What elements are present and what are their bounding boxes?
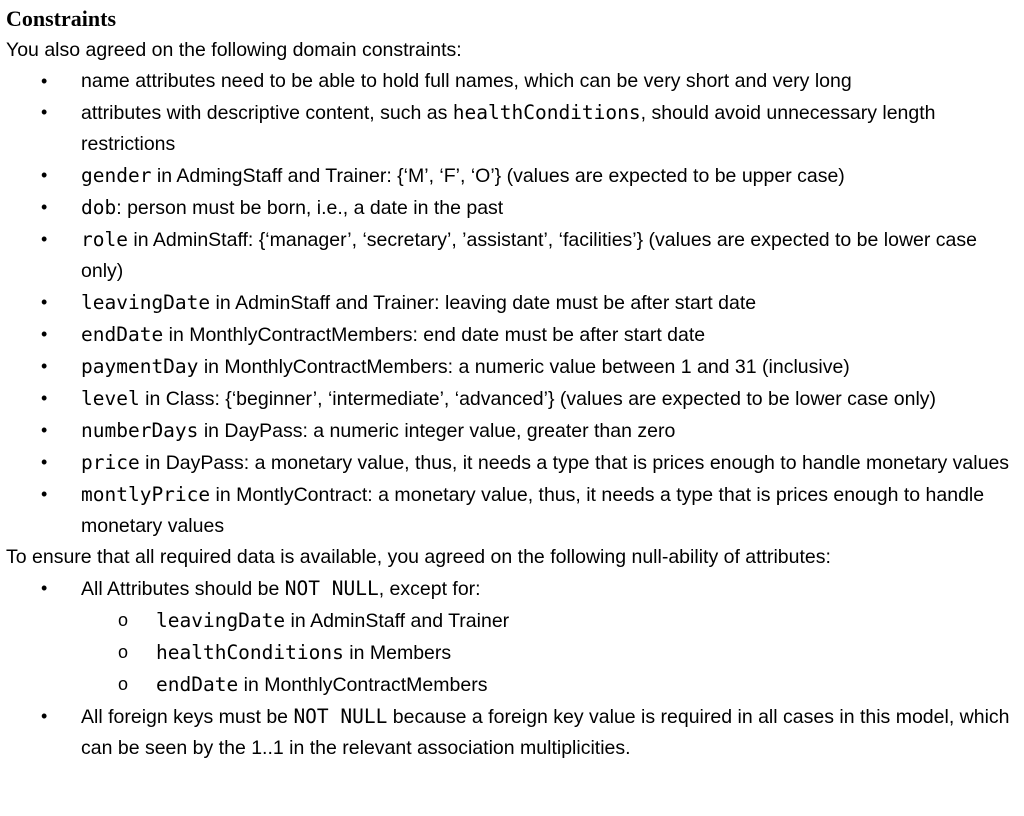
intro-paragraph: You also agreed on the following domain constraints: <box>6 39 462 61</box>
attribute-code: healthConditions <box>452 101 641 124</box>
list-item <box>41 192 1022 224</box>
constraint-text: in Class: {‘beginner’, ‘intermediate’, ‘advanced’} (values are expected to be lower case only) <box>139 388 937 410</box>
list-item <box>41 160 1022 192</box>
attribute-code: price <box>81 451 140 474</box>
attribute-code: healthConditions <box>156 641 344 664</box>
list-item <box>41 447 1022 479</box>
sub-bullet-icon: o <box>118 674 129 694</box>
constraint-text: in AdminStaff and Trainer: leaving date must be after start date <box>210 292 757 314</box>
not-null-code: NOT NULL <box>293 705 388 728</box>
list-item <box>41 224 1022 287</box>
not-null-code: NOT NULL <box>284 577 379 600</box>
list-item <box>41 383 1022 415</box>
nullability-text-after: , except for: <box>378 578 481 600</box>
bullet-icon: • <box>41 324 48 344</box>
constraint-text: in AdminStaff: {‘manager’, ‘secretary’, ’assistant’, ‘facilities’} (values are expected to be lower case only) <box>81 229 977 282</box>
constraint-text: in DayPass: a numeric integer value, greater than zero <box>198 420 676 442</box>
constraint-text: in MonthlyContractMembers: a numeric value between 1 and 31 (inclusive) <box>198 356 850 378</box>
list-item <box>118 605 1022 637</box>
constraints-list <box>6 66 1022 542</box>
list-item <box>118 637 1022 669</box>
constraint-text: : person must be born, i.e., a date in the past <box>116 197 504 219</box>
exception-text: in Members <box>343 642 452 664</box>
sub-bullet-icon: o <box>118 610 129 630</box>
attribute-code: endDate <box>81 323 164 346</box>
attribute-code: role <box>81 228 128 251</box>
list-item <box>41 479 1022 542</box>
bullet-icon: • <box>41 102 48 122</box>
list-item <box>41 319 1022 351</box>
bullet-icon: • <box>41 420 48 440</box>
list-item <box>41 415 1022 447</box>
foreign-key-text-after: because a foreign key value is required in all cases in this model, which can be seen by the 1..1 in the relevant association multiplicities. <box>81 706 1010 759</box>
attribute-code: paymentDay <box>81 355 199 378</box>
exception-text: in AdminStaff and Trainer <box>285 610 510 632</box>
list-item <box>41 97 1022 160</box>
bullet-icon: • <box>41 292 48 312</box>
attribute-code: endDate <box>156 673 239 696</box>
nullability-text: All Attributes should be <box>81 578 285 600</box>
constraint-text: attributes with descriptive content, such as <box>81 102 453 124</box>
bullet-icon: • <box>41 484 48 504</box>
attribute-code: dob <box>81 196 117 219</box>
attribute-code: level <box>81 387 140 410</box>
list-item <box>41 287 1022 319</box>
constraint-text: name attributes need to be able to hold full names, which can be very short and very long <box>81 70 852 92</box>
attribute-code: gender <box>81 164 152 187</box>
bullet-icon: • <box>41 356 48 376</box>
exception-text: in MonthlyContractMembers <box>238 674 488 696</box>
list-item <box>41 573 1022 701</box>
nullability-list <box>6 573 1022 764</box>
constraint-text: in DayPass: a monetary value, thus, it needs a type that is prices enough to handle monetary values <box>139 452 1010 474</box>
foreign-key-text: All foreign keys must be <box>81 706 294 728</box>
attribute-code: montlyPrice <box>81 483 211 506</box>
bullet-icon: • <box>41 71 48 91</box>
bullet-icon: • <box>41 229 48 249</box>
bullet-icon: • <box>41 452 48 472</box>
bullet-icon: • <box>41 578 48 598</box>
list-item <box>41 701 1022 764</box>
sub-bullet-icon: o <box>118 642 129 662</box>
constraint-text: in AdmingStaff and Trainer: {‘M’, ‘F’, ‘O’} (values are expected to be upper case) <box>151 165 845 187</box>
constraint-text: in MontlyContract: a monetary value, thus, it needs a type that is prices enough to handle monetary values <box>81 484 985 537</box>
attribute-code: numberDays <box>81 419 199 442</box>
bullet-icon: • <box>41 165 48 185</box>
exceptions-list <box>81 605 1022 701</box>
list-item <box>41 66 1022 97</box>
section-heading: Constraints <box>6 6 117 31</box>
constraint-text-after: , should avoid unnecessary length restrictions <box>81 102 936 155</box>
constraint-text: in MonthlyContractMembers: end date must be after start date <box>163 324 706 346</box>
list-item <box>41 351 1022 383</box>
nullability-intro: To ensure that all required data is available, you agreed on the following null-ability of attributes: <box>6 546 831 568</box>
list-item <box>118 669 1022 701</box>
bullet-icon: • <box>41 388 48 408</box>
bullet-icon: • <box>41 197 48 217</box>
attribute-code: leavingDate <box>156 609 286 632</box>
bullet-icon: • <box>41 706 48 726</box>
attribute-code: leavingDate <box>81 291 211 314</box>
